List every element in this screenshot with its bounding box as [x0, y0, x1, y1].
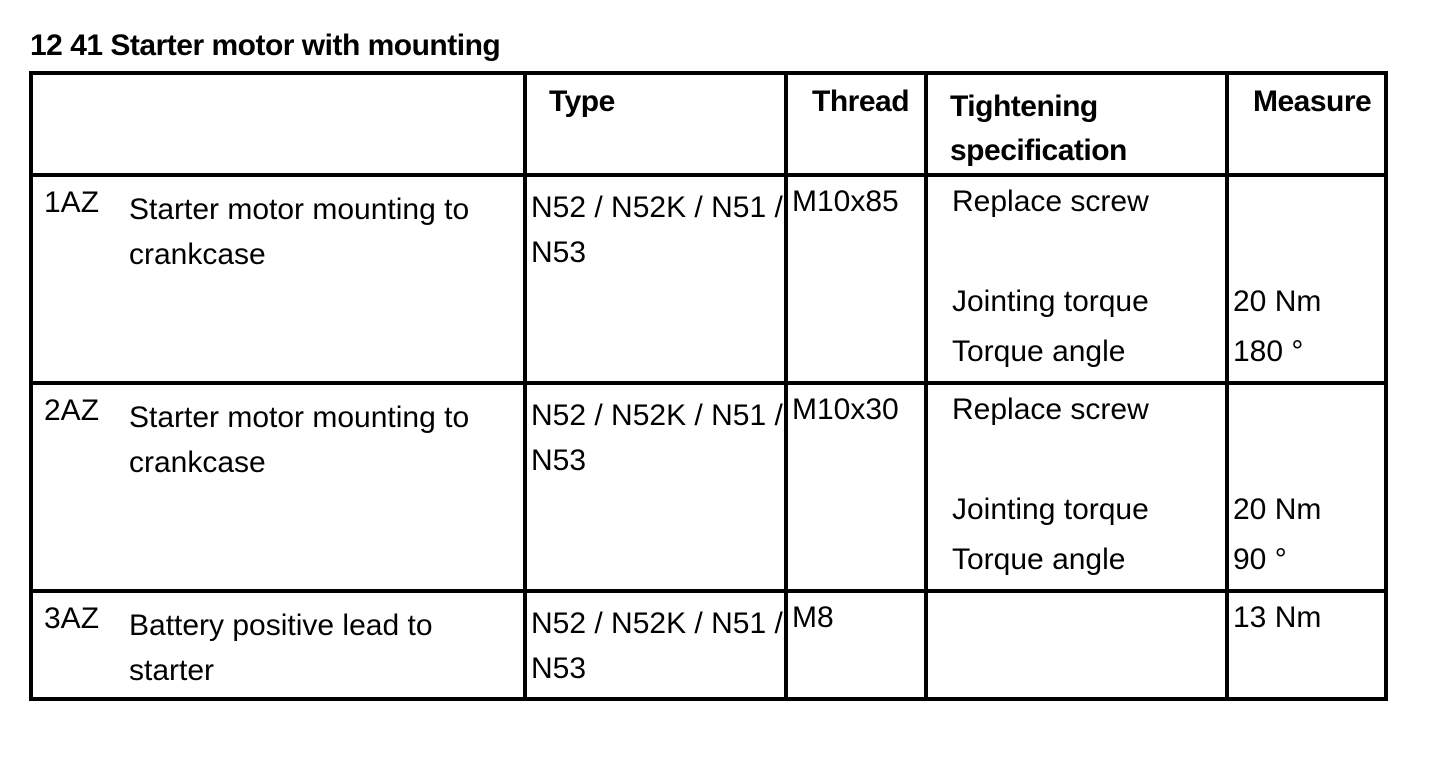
measure-torque-angle: 180 ° [1233, 335, 1304, 368]
spec-torque-angle: Torque angle [952, 543, 1126, 576]
description-cell [31, 591, 525, 699]
spec-jointing-torque: Jointing torque [952, 493, 1149, 526]
description-text: Starter motor mounting to crankcase [129, 193, 470, 271]
header-type: Type [525, 73, 786, 175]
spec-jointing-torque: Jointing torque [952, 285, 1149, 318]
tightening-spec-table [29, 71, 1388, 701]
table-row [31, 383, 1386, 591]
measure-jointing-torque: 20 Nm [1233, 493, 1322, 526]
header-tightening-line2: specification [950, 134, 1127, 167]
page-title: 12 41 Starter motor with mounting [30, 29, 501, 62]
spec-replace-screw: Replace screw [952, 393, 1149, 426]
measure-torque-angle: 90 ° [1233, 543, 1287, 576]
thread-cell: M10x30 [786, 383, 926, 591]
type-cell: N52 / N52K / N51 / N53 [525, 175, 786, 383]
thread-cell: M10x85 [786, 175, 926, 383]
description-cell [31, 175, 525, 383]
header-tightening-specification [926, 73, 1227, 175]
table-row [31, 175, 1386, 383]
tightening-spec-cell [926, 591, 1227, 699]
spec-torque-angle: Torque angle [952, 335, 1126, 368]
measure-jointing-torque: 20 Nm [1233, 285, 1322, 318]
measure-torque: 13 Nm [1233, 601, 1322, 634]
type-cell: N52 / N52K / N51 / N53 [525, 383, 786, 591]
tightening-spec-cell [926, 383, 1227, 591]
measure-cell [1227, 591, 1386, 699]
measure-cell [1227, 175, 1386, 383]
thread-cell: M8 [786, 591, 926, 699]
type-cell: N52 / N52K / N51 / N53 [525, 591, 786, 699]
description-cell [31, 383, 525, 591]
description-text: Battery positive lead to starter [129, 609, 433, 687]
description-text: Starter motor mounting to crankcase [129, 401, 470, 479]
spec-replace-screw: Replace screw [952, 185, 1149, 218]
header-measure: Measure [1227, 73, 1386, 175]
header-thread: Thread [786, 73, 926, 175]
table-header-row [31, 73, 1386, 175]
measure-cell [1227, 383, 1386, 591]
tightening-spec-cell [926, 175, 1227, 383]
header-tightening-line1: Tightening [950, 90, 1098, 123]
header-description [31, 73, 525, 175]
table-row [31, 591, 1386, 699]
position-code: 2AZ [44, 394, 100, 427]
position-code: 1AZ [44, 186, 100, 219]
position-code: 3AZ [44, 602, 100, 635]
